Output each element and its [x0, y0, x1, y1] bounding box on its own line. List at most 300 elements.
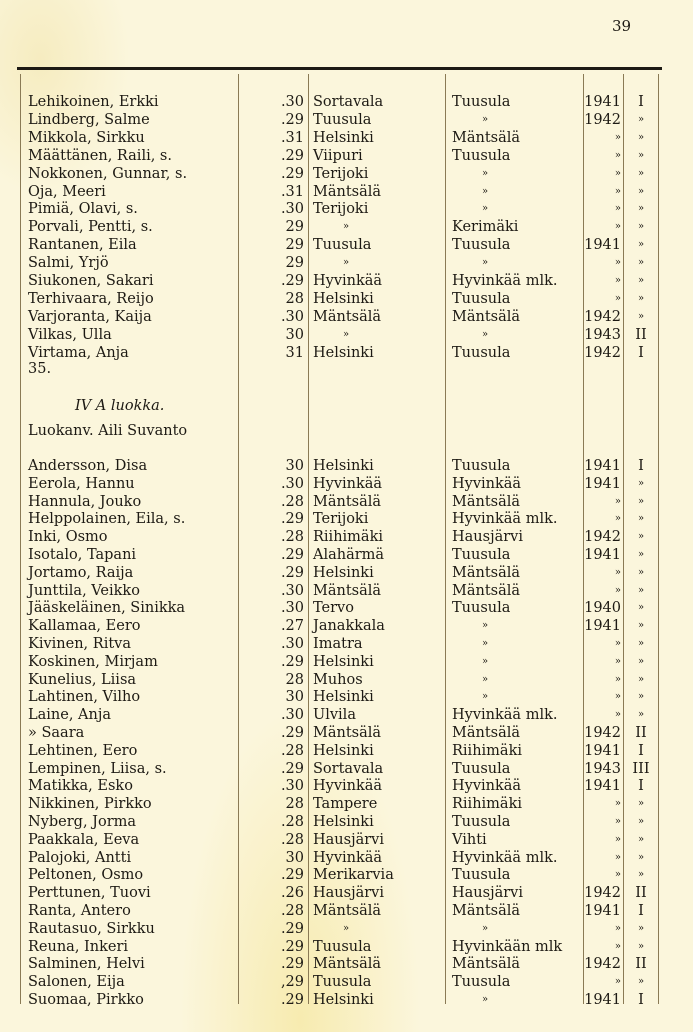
- entry-year: »: [614, 495, 621, 507]
- class-level: »: [637, 513, 645, 525]
- table-row: [0, 742, 693, 760]
- birthplace: Terijoki: [313, 511, 369, 528]
- table-row: [0, 183, 693, 201]
- residence: Riihimäki: [452, 742, 522, 759]
- class-level: »: [637, 620, 645, 632]
- residence: Tuusula: [452, 547, 511, 563]
- birth-year-short: .30: [280, 94, 304, 110]
- entry-year: »: [614, 566, 621, 578]
- entry-year: »: [614, 185, 621, 197]
- residence: Hyvinkää mlk.: [452, 511, 558, 528]
- entry-year: »: [614, 922, 621, 934]
- table-row: [0, 599, 693, 617]
- residence: Tuusula: [452, 760, 511, 777]
- entry-year: »: [614, 513, 621, 525]
- table-row: [0, 254, 693, 272]
- birthplace: Mäntsälä: [313, 725, 382, 741]
- residence: Hyvinkään mlk: [452, 938, 563, 955]
- residence: »: [482, 257, 489, 269]
- student-name: Pimiä, Olavi, s.: [28, 201, 138, 218]
- class-level: »: [637, 922, 645, 934]
- table-row: [0, 111, 693, 129]
- class-level: »: [637, 113, 645, 125]
- birth-year-short: .31: [280, 129, 304, 146]
- residence: »: [482, 922, 489, 934]
- birthplace: Tuusula: [313, 111, 372, 128]
- residence: »: [482, 655, 489, 667]
- class-level: »: [637, 495, 645, 507]
- student-name: Paakkala, Eeva: [28, 831, 140, 848]
- residence: Tuusula: [452, 290, 511, 307]
- residence: Tuusula: [452, 974, 511, 991]
- birth-year-short: 29: [285, 255, 304, 272]
- student-name: Koskinen, Mirjam: [28, 653, 158, 670]
- entry-year: »: [614, 221, 621, 233]
- entry-year: 1941: [584, 742, 621, 759]
- class-heading: IV A luokka.: [75, 398, 165, 414]
- student-name: Junttila, Veikko: [28, 582, 140, 599]
- birth-year-short: .29: [280, 653, 304, 670]
- entry-year: 1943: [584, 326, 621, 343]
- table-row: [0, 991, 693, 1009]
- entry-year: 1941: [584, 778, 621, 795]
- entry-year: »: [614, 691, 621, 703]
- birthplace: »: [343, 257, 350, 269]
- birth-year-short: .29: [280, 511, 304, 528]
- class-level: »: [637, 203, 645, 215]
- residence: Hyvinkää mlk.: [452, 707, 558, 724]
- student-name: Siukonen, Sakari: [28, 273, 154, 289]
- table-row: [0, 129, 693, 147]
- table-row: [0, 831, 693, 849]
- birthplace: Mäntsälä: [313, 493, 382, 510]
- birthplace: Helsinki: [313, 290, 374, 307]
- birth-year-short: .28: [280, 831, 304, 848]
- class-level: »: [637, 292, 645, 304]
- entry-year: 1941: [584, 458, 621, 474]
- birth-year-short: .29: [280, 760, 304, 777]
- student-name: Virtama, Anja: [28, 344, 129, 361]
- birthplace: Ulvila: [313, 707, 356, 724]
- residence: »: [482, 638, 489, 649]
- student-name: Hannula, Jouko: [28, 493, 142, 510]
- residence: Riihimäki: [452, 796, 522, 813]
- residence: Hyvinkää mlk.: [452, 849, 558, 866]
- class-level: »: [637, 566, 645, 578]
- residence: Hyvinkää: [452, 475, 522, 492]
- birthplace: Tampere: [313, 796, 378, 813]
- residence: Tuusula: [452, 237, 511, 254]
- student-name: Porvali, Pentti, s.: [28, 219, 153, 236]
- table-row: [0, 724, 693, 742]
- class-level: I: [638, 742, 644, 759]
- table-row: [0, 272, 693, 290]
- table-row: [0, 938, 693, 956]
- residence: Mäntsälä: [452, 725, 521, 741]
- entry-year: »: [614, 709, 621, 721]
- student-name: Ranta, Antero: [28, 903, 131, 919]
- student-name: Nokkonen, Gunnar, s.: [28, 165, 188, 182]
- birthplace: Tuusula: [313, 938, 372, 955]
- residence: »: [482, 113, 489, 125]
- table-row: [0, 528, 693, 546]
- residence: »: [482, 620, 489, 632]
- table-row: [0, 849, 693, 867]
- class-level: »: [637, 149, 645, 161]
- table-row: [0, 920, 693, 938]
- student-name: Nikkinen, Pirkko: [28, 796, 152, 813]
- entry-year: 1942: [584, 529, 621, 546]
- student-name: Eerola, Hannu: [28, 475, 135, 492]
- entry-year: 1942: [584, 885, 621, 902]
- class-level: I: [638, 94, 644, 110]
- birthplace: Helsinki: [313, 344, 374, 361]
- table-row: [0, 973, 693, 991]
- birthplace: Helsinki: [313, 992, 374, 1008]
- entry-year: 1941: [584, 475, 621, 492]
- residence: Mäntsälä: [452, 129, 521, 146]
- entry-year: »: [614, 275, 621, 286]
- residence: Hyvinkää mlk.: [452, 273, 558, 289]
- birthplace: Muhos: [313, 671, 363, 688]
- student-name: Lehtinen, Eero: [28, 742, 138, 759]
- table-row: [0, 510, 693, 528]
- entry-year: 1942: [584, 956, 621, 973]
- birth-year-short: 29: [285, 219, 304, 236]
- birth-year-short: .30: [280, 600, 304, 617]
- residence: Mäntsälä: [452, 564, 521, 581]
- top-rule: [17, 67, 662, 70]
- birth-year-short: .29: [280, 564, 304, 581]
- birth-year-short: .29: [280, 938, 304, 955]
- birth-year-short: .29: [280, 725, 304, 741]
- student-name: Peltonen, Osmo: [28, 867, 144, 884]
- birth-year-short: .29: [280, 956, 304, 973]
- class-level: »: [637, 976, 645, 988]
- residence: Kerimäki: [452, 219, 519, 236]
- residence: »: [482, 203, 489, 215]
- residence: Mäntsälä: [452, 308, 521, 325]
- class-level: II: [635, 725, 647, 741]
- birth-year-short: 30: [285, 326, 304, 343]
- birth-year-short: 30: [285, 689, 304, 706]
- table-row: [0, 777, 693, 795]
- birthplace: »: [343, 922, 350, 934]
- table-row: [0, 475, 693, 493]
- entry-year: »: [614, 131, 621, 143]
- birthplace: Mäntsälä: [313, 308, 382, 325]
- birth-year-short: .28: [280, 903, 304, 919]
- class-level: III: [632, 760, 650, 777]
- birthplace: Imatra: [313, 636, 363, 652]
- student-name: Vilkas, Ulla: [28, 326, 112, 343]
- table-row: [0, 582, 693, 600]
- class-level: »: [637, 816, 645, 827]
- birth-year-short: 30: [285, 849, 304, 866]
- residence: Tuusula: [452, 147, 511, 164]
- student-name: Kunelius, Liisa: [28, 671, 137, 688]
- table-row: [0, 884, 693, 902]
- class-level: »: [637, 477, 645, 489]
- residence: »: [482, 994, 489, 1005]
- residence: Mäntsälä: [452, 956, 521, 973]
- birth-year-short: .29: [280, 547, 304, 563]
- birthplace: »: [343, 328, 350, 340]
- entry-year: »: [614, 257, 621, 269]
- birthplace: Merikarvia: [313, 867, 394, 884]
- class-level: II: [635, 956, 647, 973]
- entry-year: 1941: [584, 903, 621, 919]
- birth-year-short: .29: [280, 273, 304, 289]
- class-level: I: [638, 458, 644, 474]
- birthplace: Viipuri: [313, 147, 363, 164]
- birthplace: Tervo: [313, 600, 354, 617]
- student-name: Andersson, Disa: [28, 458, 148, 474]
- student-name: Laine, Anja: [28, 707, 111, 724]
- table-row: [0, 236, 693, 254]
- birthplace: Mäntsälä: [313, 582, 382, 599]
- birth-year-short: .31: [280, 183, 304, 200]
- entry-year: 1940: [584, 600, 621, 617]
- class-level: I: [638, 778, 644, 795]
- entry-year: 1942: [584, 308, 621, 325]
- table-row: [0, 457, 693, 475]
- birth-year-short: .29: [280, 992, 304, 1008]
- class-level: »: [637, 167, 645, 179]
- class-level: »: [637, 940, 645, 952]
- birthplace: Terijoki: [313, 165, 369, 182]
- birth-year-short: .30: [280, 475, 304, 492]
- student-name: Oja, Meeri: [28, 183, 106, 200]
- entry-year: »: [614, 940, 621, 952]
- table-row: [0, 546, 693, 564]
- birth-year-short: 28: [285, 671, 304, 688]
- residence: Tuusula: [452, 94, 511, 110]
- student-name: Isotalo, Tapani: [28, 547, 137, 563]
- student-name: Jääskeläinen, Sinikka: [28, 600, 186, 617]
- class-level: »: [637, 185, 645, 197]
- class-teacher: Luokanv. Aili Suvanto: [28, 423, 188, 439]
- class-level: »: [637, 602, 645, 614]
- student-name: Rantanen, Eila: [28, 237, 137, 254]
- birth-year-short: ,29: [280, 974, 304, 991]
- table-row: [0, 344, 693, 362]
- birthplace: Tuusula: [313, 974, 372, 991]
- birth-year-short: .30: [280, 636, 304, 652]
- class-level: I: [638, 992, 644, 1008]
- birthplace: Hyvinkää: [313, 849, 383, 866]
- student-name: Lehikoinen, Erkki: [28, 94, 159, 110]
- student-name: Reuna, Inkeri: [28, 938, 129, 955]
- class-count: 35.: [28, 361, 52, 377]
- class-level: »: [637, 709, 645, 721]
- class-level: »: [637, 655, 645, 667]
- birth-year-short: .26: [280, 885, 304, 902]
- birth-year-short: .28: [280, 742, 304, 759]
- table-row: [0, 866, 693, 884]
- birth-year-short: .30: [280, 582, 304, 599]
- entry-year: »: [614, 584, 621, 596]
- residence: Vihti: [452, 831, 487, 848]
- table-row: [0, 688, 693, 706]
- class-level: »: [637, 531, 645, 543]
- student-name: Kallamaa, Eero: [28, 618, 141, 635]
- residence: »: [482, 185, 489, 197]
- class-level: »: [637, 275, 645, 286]
- entry-year: »: [614, 816, 621, 827]
- class-level: »: [637, 131, 645, 143]
- birthplace: Helsinki: [313, 742, 374, 759]
- class-level: »: [637, 549, 645, 560]
- student-name: Inki, Osmo: [28, 529, 108, 546]
- birth-year-short: .27: [280, 618, 304, 635]
- birth-year-short: .30: [280, 201, 304, 218]
- entry-year: 1942: [584, 725, 621, 741]
- table-row: [0, 653, 693, 671]
- birthplace: Mäntsälä: [313, 903, 382, 919]
- entry-year: 1941: [584, 618, 621, 635]
- table-row: [0, 218, 693, 236]
- residence: Tuusula: [452, 867, 511, 884]
- table-row: [0, 635, 693, 653]
- residence: »: [482, 691, 489, 703]
- table-row: [0, 706, 693, 724]
- birth-year-short: .28: [280, 814, 304, 830]
- birthplace: Tuusula: [313, 237, 372, 254]
- birth-year-short: .29: [280, 867, 304, 884]
- entry-year: »: [614, 833, 621, 845]
- entry-year: 1941: [584, 94, 621, 110]
- birthplace: Helsinki: [313, 564, 374, 581]
- entry-year: »: [614, 673, 621, 685]
- class-level: »: [637, 221, 645, 233]
- student-name: Matikka, Esko: [28, 778, 133, 795]
- table-row: [0, 671, 693, 689]
- birth-year-short: .28: [280, 493, 304, 510]
- entry-year: 1941: [584, 237, 621, 254]
- page-number: 39: [612, 17, 632, 35]
- entry-year: 1942: [584, 111, 621, 128]
- class-level: II: [635, 885, 647, 902]
- table-row: [0, 165, 693, 183]
- residence: Hausjärvi: [452, 529, 523, 546]
- class-level: »: [637, 869, 645, 881]
- entry-year: »: [614, 869, 621, 881]
- entry-year: »: [614, 167, 621, 179]
- student-name: Lindberg, Salme: [28, 111, 150, 128]
- student-name: Helppolainen, Eila, s.: [28, 511, 186, 528]
- birthplace: Helsinki: [313, 814, 374, 830]
- student-name: Salmi, Yrjö: [28, 255, 109, 272]
- table-row: [0, 326, 693, 344]
- table-row: [0, 902, 693, 920]
- student-name: Määttänen, Raili, s.: [28, 147, 172, 164]
- student-name: Varjoranta, Kaija: [28, 308, 152, 325]
- table-row: [0, 564, 693, 582]
- birth-year-short: .30: [280, 778, 304, 795]
- entry-year: 1942: [584, 344, 621, 361]
- student-name: Nyberg, Jorma: [28, 814, 137, 830]
- birthplace: Helsinki: [313, 653, 374, 670]
- birthplace: Janakkala: [313, 618, 385, 635]
- residence: Mäntsälä: [452, 493, 521, 510]
- table-row: [0, 955, 693, 973]
- table-row: [0, 795, 693, 813]
- residence: »: [482, 167, 489, 179]
- entry-year: »: [614, 292, 621, 304]
- class-level: »: [637, 257, 645, 269]
- student-name: Lempinen, Liisa, s.: [28, 760, 167, 777]
- table-row: [0, 813, 693, 831]
- entry-year: »: [614, 976, 621, 988]
- birthplace: Hyvinkää: [313, 475, 383, 492]
- table-row: [0, 617, 693, 635]
- residence: »: [482, 328, 489, 340]
- birth-year-short: .29: [280, 920, 304, 937]
- birth-year-short: 29: [285, 237, 304, 254]
- birthplace: Mäntsälä: [313, 183, 382, 200]
- student-name: Mikkola, Sirkku: [28, 129, 145, 146]
- residence: Mäntsälä: [452, 903, 521, 919]
- birth-year-short: .30: [280, 308, 304, 325]
- student-name: Suomaa, Pirkko: [28, 992, 144, 1008]
- class-level: »: [637, 798, 645, 810]
- class-level: II: [635, 326, 647, 343]
- birthplace: Helsinki: [313, 689, 374, 706]
- entry-year: »: [614, 851, 621, 863]
- class-level: »: [637, 638, 645, 649]
- student-name: Kivinen, Ritva: [28, 636, 131, 652]
- birth-year-short: 31: [285, 344, 304, 361]
- table-row: [0, 290, 693, 308]
- birth-year-short: 28: [285, 290, 304, 307]
- birthplace: Hyvinkää: [313, 273, 383, 289]
- class-level: I: [638, 903, 644, 919]
- residence: Tuusula: [452, 814, 511, 830]
- entry-year: »: [614, 655, 621, 667]
- class-level: »: [637, 691, 645, 703]
- class-level: »: [637, 833, 645, 845]
- student-name: Terhivaara, Reijo: [28, 290, 154, 307]
- class-level: »: [637, 310, 645, 322]
- entry-year: 1943: [584, 760, 621, 777]
- residence: Hausjärvi: [452, 885, 523, 902]
- student-name: Palojoki, Antti: [28, 849, 132, 866]
- residence: Hyvinkää: [452, 778, 522, 795]
- class-level: »: [637, 239, 645, 251]
- entry-year: 1941: [584, 547, 621, 563]
- class-level: »: [637, 584, 645, 596]
- entry-year: 1941: [584, 992, 621, 1008]
- class-level: »: [637, 673, 645, 685]
- entry-year: »: [614, 798, 621, 810]
- birthplace: Mäntsälä: [313, 956, 382, 973]
- birthplace: Hyvinkää: [313, 778, 383, 795]
- table-row: [0, 200, 693, 218]
- class-level: »: [637, 851, 645, 863]
- student-name: » Saara: [28, 725, 85, 741]
- table-row: [0, 93, 693, 111]
- student-name: Jortamo, Raija: [28, 564, 134, 581]
- birth-year-short: .29: [280, 165, 304, 182]
- student-name: Rautasuo, Sirkku: [28, 920, 155, 937]
- student-name: Salonen, Eija: [28, 974, 125, 991]
- student-name: Perttunen, Tuovi: [28, 885, 151, 902]
- residence: Tuusula: [452, 344, 511, 361]
- student-name: Lahtinen, Vilho: [28, 689, 141, 706]
- residence: Tuusula: [452, 600, 511, 617]
- birth-year-short: .29: [280, 111, 304, 128]
